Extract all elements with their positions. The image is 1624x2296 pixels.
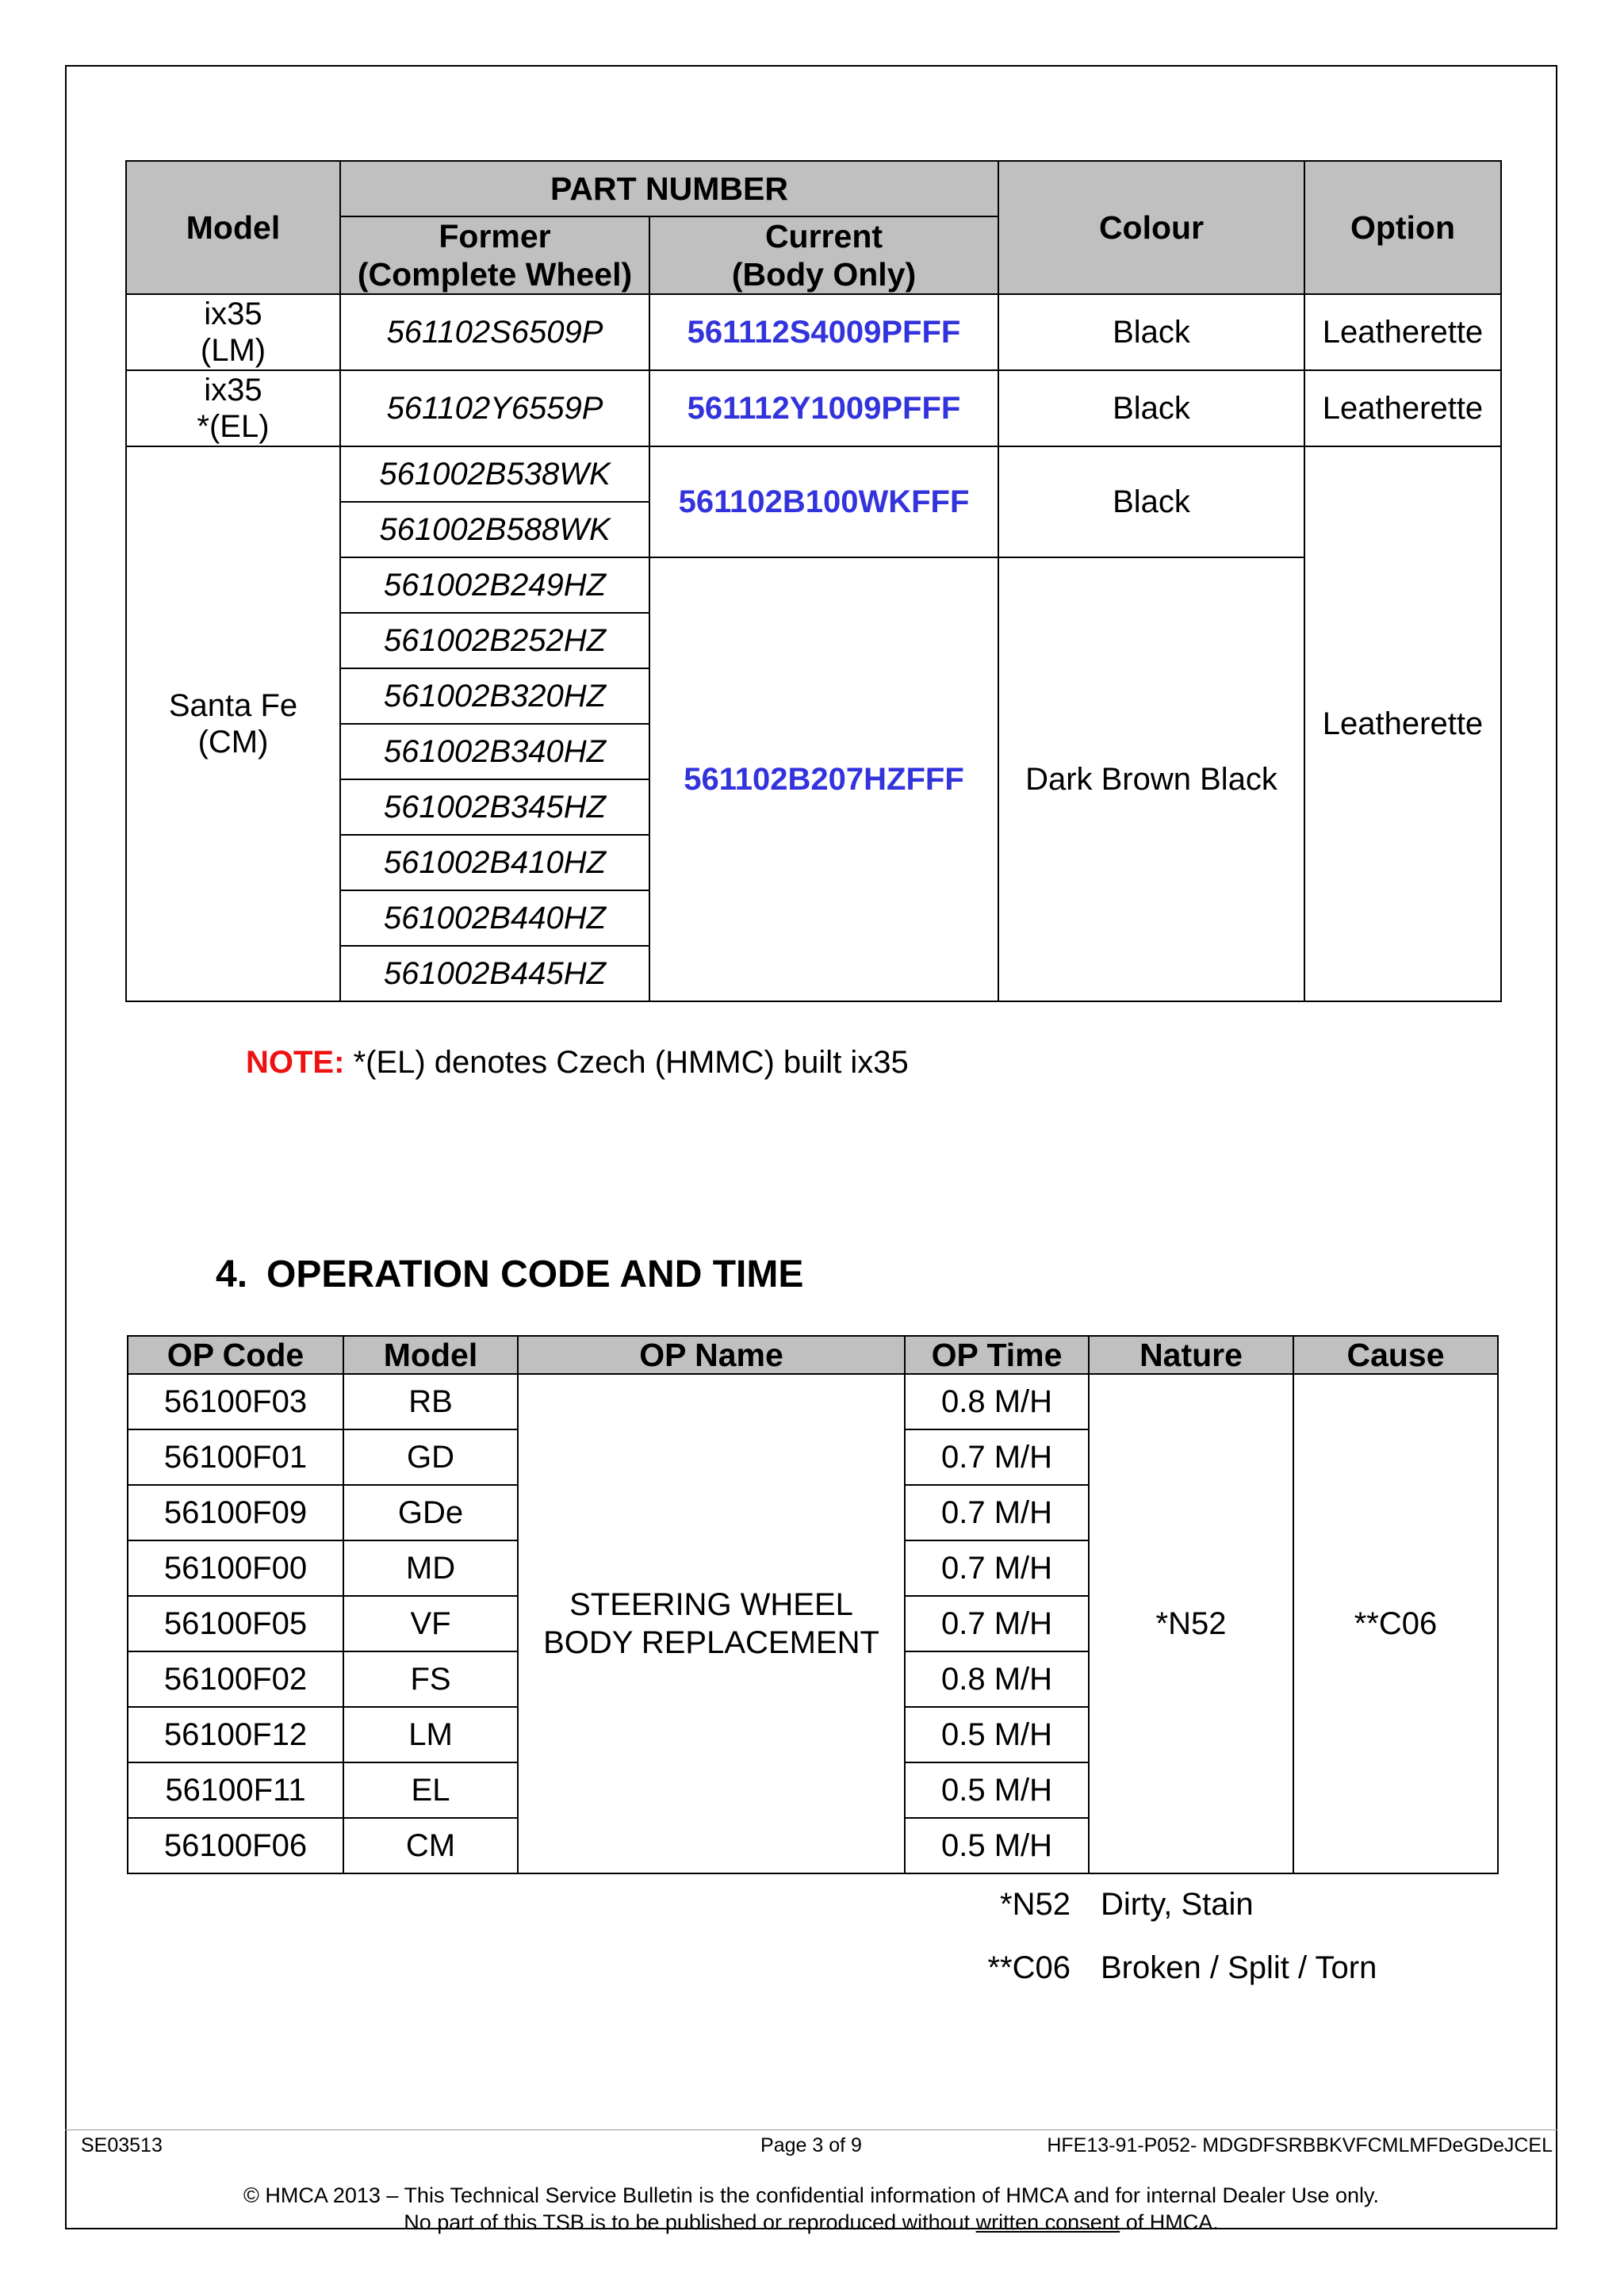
header-option: Option [1304,161,1501,294]
note-text: *(EL) denotes Czech (HMMC) built ix35 [353,1045,909,1080]
table-row [126,294,1501,370]
model-cell: GDe [343,1485,518,1540]
section-title: OPERATION CODE AND TIME [266,1253,804,1295]
op-time-cell: 0.8 M/H [905,1374,1089,1429]
model-cell: EL [343,1762,518,1818]
former-part: 561002B410HZ [340,835,649,890]
header-part-number: PART NUMBER [340,161,998,216]
footer-copyright: © HMCA 2013 – This Technical Service Bulletin is the confidential information of HMCA and for internal Dealer Use only. No part of this TSB is to be published or reproduced without written consent of HMCA. [243,2183,1380,2234]
header-op-time: OP Time [905,1336,1089,1374]
legend-desc: Broken / Split / Torn [1101,1950,1377,1985]
former-part: 561002B440HZ [340,890,649,946]
colour-cell: Black [998,370,1304,446]
model-cell: VF [343,1596,518,1651]
option-cell: Leatherette [1304,294,1501,370]
op-code-cell: 56100F02 [128,1651,343,1707]
colour-cell: Dark Brown Black [998,557,1304,1001]
former-part: 561002B249HZ [340,557,649,613]
former-part: 561002B538WK [340,446,649,502]
op-time-cell: 0.8 M/H [905,1651,1089,1707]
op-code-cell: 56100F06 [128,1818,343,1873]
op-time-cell: 0.7 M/H [905,1540,1089,1596]
op-code-cell: 56100F01 [128,1429,343,1485]
operation-code-table [127,1335,1499,1874]
op-time-cell: 0.5 M/H [905,1707,1089,1762]
current-part: 561102B207HZFFF [649,557,998,1001]
section-number: 4. [216,1253,248,1295]
op-code-cell: 56100F09 [128,1485,343,1540]
colour-cell: Black [998,446,1304,557]
header-nature: Nature [1089,1336,1293,1374]
header-model: Model [343,1336,518,1374]
former-part: 561002B252HZ [340,613,649,668]
model-cell: Santa Fe (CM) [126,446,340,1001]
former-part: 561002B445HZ [340,946,649,1001]
option-cell: Leatherette [1304,446,1501,1001]
legend-desc: Dirty, Stain [1101,1887,1254,1922]
former-part: 561002B340HZ [340,724,649,779]
header-former: Former (Complete Wheel) [340,216,649,294]
legend-code: **C06 [987,1950,1071,1985]
option-cell: Leatherette [1304,370,1501,446]
op-time-cell: 0.7 M/H [905,1596,1089,1651]
op-code-cell: 56100F11 [128,1762,343,1818]
op-code-cell: 56100F03 [128,1374,343,1429]
footer-reference: HFE13-91-P052- MDGDFSRBBKVFCMLMFDeGDeJCEL [1047,2134,1553,2156]
model-cell: GD [343,1429,518,1485]
table-row [128,1374,1498,1429]
op-time-cell: 0.7 M/H [905,1485,1089,1540]
current-part: 561112Y1009PFFF [649,370,998,446]
op-name-cell: STEERING WHEEL BODY REPLACEMENT [518,1374,905,1873]
model-cell: ix35 (LM) [126,294,340,370]
model-cell: CM [343,1818,518,1873]
current-part: 561102B100WKFFF [649,446,998,557]
former-part: 561002B588WK [340,502,649,557]
op-time-cell: 0.5 M/H [905,1818,1089,1873]
header-current: Current (Body Only) [649,216,998,294]
cause-cell: **C06 [1293,1374,1498,1873]
footer-doc-id: SE03513 [81,2134,163,2156]
header-colour: Colour [998,161,1304,294]
header-op-name: OP Name [518,1336,905,1374]
legend-code: *N52 [1000,1887,1071,1922]
model-cell: LM [343,1707,518,1762]
model-cell: MD [343,1540,518,1596]
former-part: 561102Y6559P [340,370,649,446]
former-part: 561002B345HZ [340,779,649,835]
footer-page-number: Page 3 of 9 [760,2134,862,2156]
header-cause: Cause [1293,1336,1498,1374]
table-row [126,446,1501,502]
table-row [126,370,1501,446]
nature-cell: *N52 [1089,1374,1293,1873]
former-part: 561002B320HZ [340,668,649,724]
op-time-cell: 0.7 M/H [905,1429,1089,1485]
current-part: 561112S4009PFFF [649,294,998,370]
note [246,1045,909,1081]
colour-cell: Black [998,294,1304,370]
op-code-cell: 56100F00 [128,1540,343,1596]
model-cell: ix35 *(EL) [126,370,340,446]
note-label: NOTE: [246,1045,345,1080]
header-op-code: OP Code [128,1336,343,1374]
former-part: 561102S6509P [340,294,649,370]
op-code-cell: 56100F12 [128,1707,343,1762]
part-number-table [125,160,1502,1002]
header-model: Model [126,161,340,294]
model-cell: FS [343,1651,518,1707]
model-cell: RB [343,1374,518,1429]
op-code-cell: 56100F05 [128,1596,343,1651]
op-time-cell: 0.5 M/H [905,1762,1089,1818]
section-heading [216,1253,803,1296]
